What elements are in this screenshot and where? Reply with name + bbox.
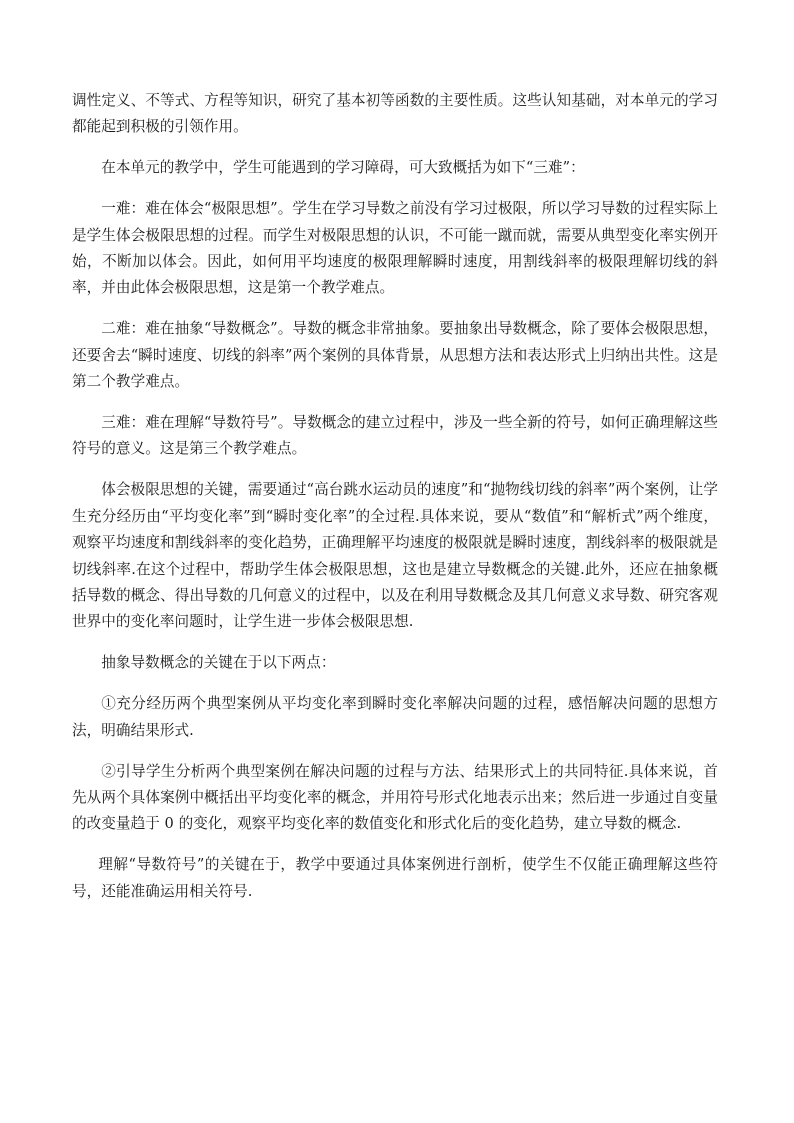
paragraph-point-one: ①充分经历两个典型案例从平均变化率到瞬时变化率解决问题的过程，感悟解决问题的思想方法，明确结果形式.: [72, 695, 718, 739]
paragraph-difficulty-two: 二难：难在抽象“导数概念”。导数的概念非常抽象。要抽象出导数概念，除了要体会极限思想，还要舍去“瞬时速度、切线的斜率”两个案例的具体背景，从思想方法和表达形式上归纳出共性。这是第二个教学难点。: [72, 320, 718, 391]
paragraph-difficulty-three: 三难：难在理解“导数符号”。导数概念的建立过程中，涉及一些全新的符号，如何正确理解这些符号的意义。这是第三个教学难点。: [72, 414, 718, 458]
paragraph-obstacles-intro: 在本单元的教学中，学生可能遇到的学习障碍，可大致概括为如下“三难”：: [101, 159, 585, 177]
document-body: [72, 88, 718, 920]
paragraph-difficulty-one: 一难：难在体会“极限思想”。学生在学习导数之前没有学习过极限，所以学习导数的过程实际上是学生体会极限思想的过程。而学生对极限思想的认识，不可能一蹴而就，需要从典型变化率实例开始，不断加以体会。因此，如何用平均速度的极限理解瞬时速度，用割线斜率的极限理解切线的斜率，并由此体会极限思想，这是第一个教学难点。: [72, 200, 718, 297]
paragraph-symbol-key: 理解“导数符号”的关键在于，教学中要通过具体案例进行剖析，使学生不仅能正确理解这些符号，还能准确运用相关符号.: [72, 856, 718, 900]
paragraph-abstraction-key-intro: 抽象导数概念的关键在于以下两点：: [101, 654, 336, 672]
paragraph-point-two: ②引导学生分析两个典型案例在解决问题的过程与方法、结果形式上的共同特征.具体来说，首先从两个具体案例中概括出平均变化率的概念，并用符号形式化地表示出来；然后进一步通过自变量的改变量趋于 0 的变化，观察平均变化率的数值变化和形式化后的变化趋势，建立导数的概念.: [72, 762, 718, 833]
paragraph-continuation: 调性定义、不等式、方程等知识，研究了基本初等函数的主要性质。这些认知基础，对本单元的学习都能起到积极的引领作用。: [72, 92, 718, 136]
paragraph-limit-thinking-key: 体会极限思想的关键，需要通过“高台跳水运动员的速度”和“抛物线切线的斜率”两个案例，让学生充分经历由“平均变化率”到“瞬时变化率”的全过程.具体来说，要从“数值”和“解析式”两个维度，观察平均速度和割线斜率的变化趋势，正确理解平均速度的极限就是瞬时速度，割线斜率的极限就是切线斜率.在这个过程中，帮助学生体会极限思想，这也是建立导数概念的关键.此外，还应在抽象概括导数的概念、得出导数的几何意义的过程中，以及在利用导数概念及其几何意义求导数、研究客观世界中的变化率问题时，让学生进一步体会极限思想.: [72, 481, 718, 631]
